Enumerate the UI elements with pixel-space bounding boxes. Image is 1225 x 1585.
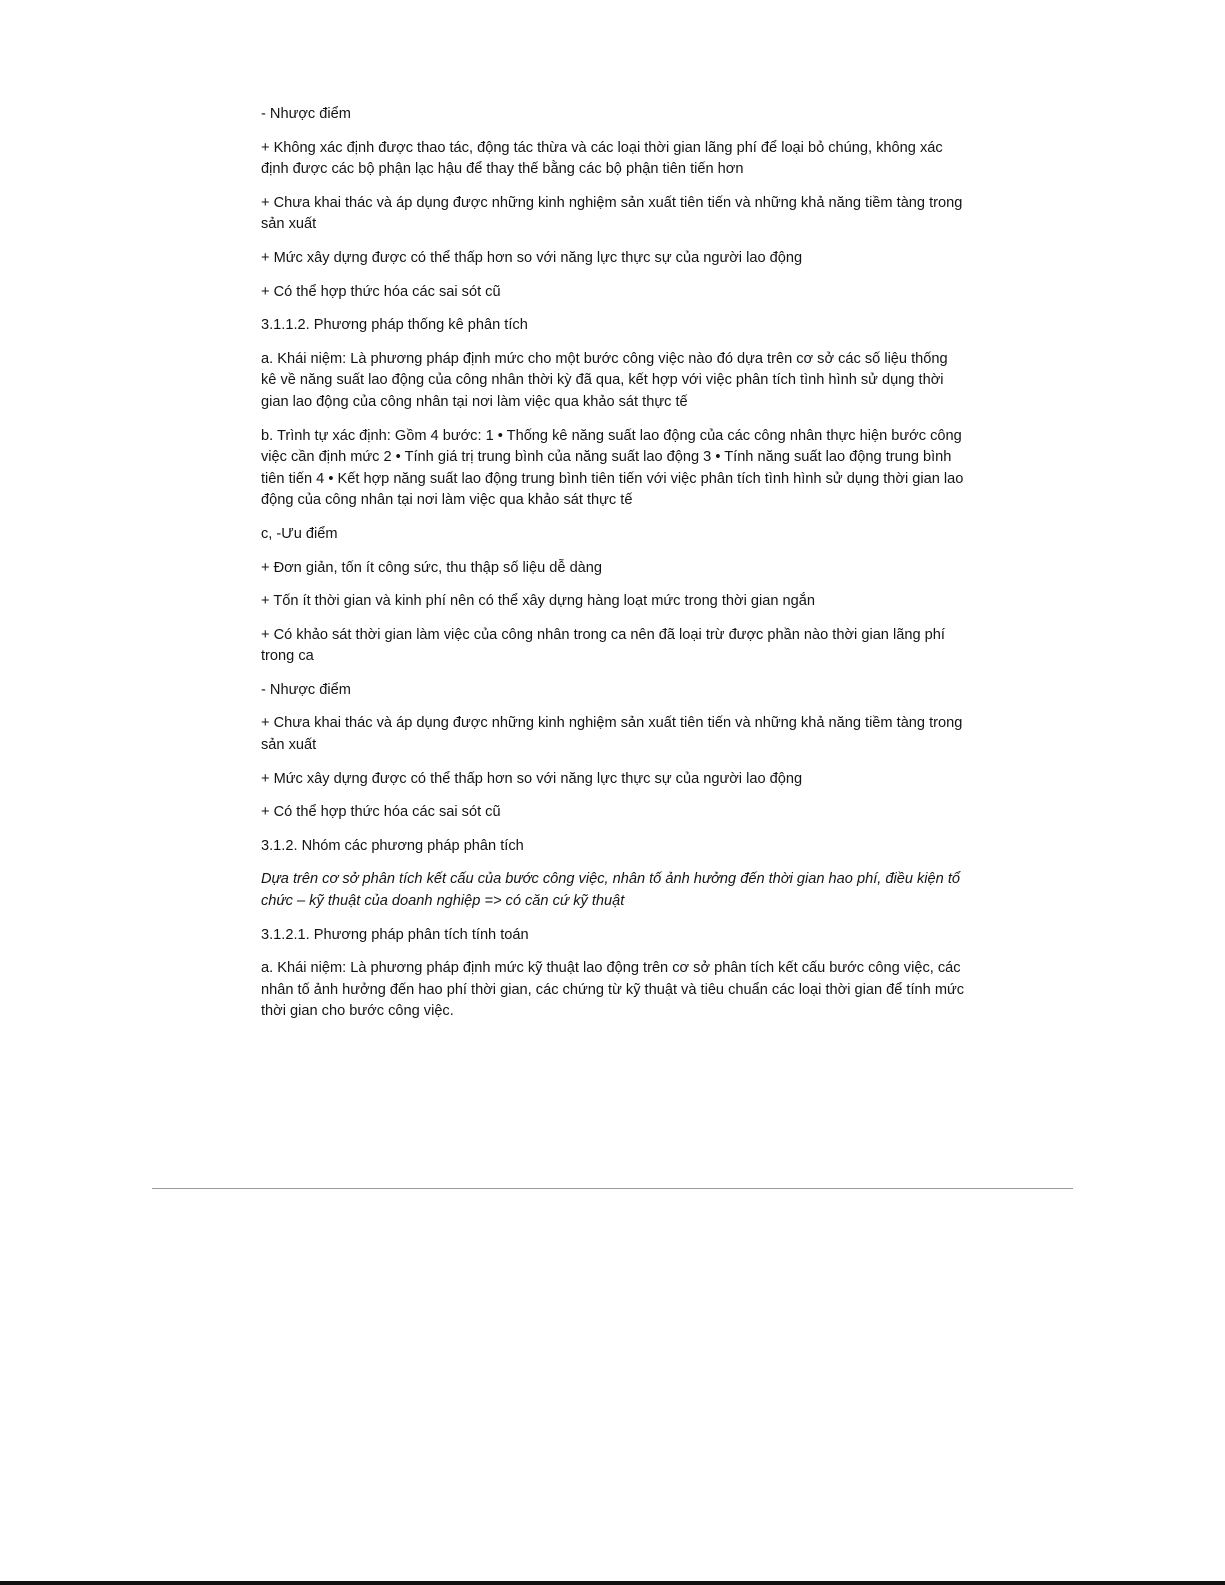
heading-disadvantages: - Nhược điểm — [261, 106, 351, 122]
heading-advantages: c, -Ưu điểm — [261, 525, 338, 542]
procedure-paragraph: b. Trình tự xác định: Gồm 4 bước: 1 • Thống kê năng suất lao động của các công nhân thực hiện bước công việc cần định mức 2 • Tính giá trị trung bình của năng suất lao động 3 • Tính năng suất lao động trung bình tiên tiến 4 • Kết hợp năng suất lao động trung bình tiên tiến với việc phân tích tình hình sử dụng thời gian lao động của công nhân tại nơi làm việc qua khảo sát thực tế — [261, 427, 964, 509]
bullet-paragraph: + Có thể hợp thức hóa các sai sót cũ — [261, 283, 501, 300]
document-body — [261, 104, 966, 1035]
section-heading-3-1-2: 3.1.2. Nhóm các phương pháp phân tích — [261, 837, 524, 854]
bullet-paragraph: + Tốn ít thời gian và kinh phí nên có thể xây dựng hàng loạt mức trong thời gian ngắn — [261, 593, 815, 610]
bullet-paragraph: + Có thể hợp thức hóa các sai sót cũ — [261, 804, 501, 821]
heading-disadvantages: - Nhược điểm — [261, 681, 351, 698]
concept-paragraph: a. Khái niệm: Là phương pháp định mức kỹ thuật lao động trên cơ sở phân tích kết cấu bước công việc, các nhân tố ảnh hưởng đến hao phí thời gian, các chứng từ kỹ thuật và tiêu chuẩn các loại thời gian để tính mức thời gian cho bước công việc. — [261, 960, 965, 1020]
italic-intro-paragraph: Dựa trên cơ sở phân tích kết cấu của bước công việc, nhân tố ảnh hưởng đến thời gian hao phí, điều kiện tổ chức – kỹ thuật của doanh nghiệp => có căn cứ kỹ thuật — [261, 871, 961, 910]
bullet-paragraph: + Mức xây dựng được có thể thấp hơn so với năng lực thực sự của người lao động — [261, 249, 803, 266]
bullet-paragraph: + Chưa khai thác và áp dụng được những kinh nghiệm sản xuất tiên tiến và những khả năng tiềm tàng trong sản xuất — [261, 715, 963, 754]
bullet-paragraph: + Có khảo sát thời gian làm việc của công nhân trong ca nên đã loại trừ được phần nào thời gian lãng phí trong ca — [261, 626, 945, 665]
bullet-paragraph: + Mức xây dựng được có thể thấp hơn so với năng lực thực sự của người lao động — [261, 770, 803, 787]
page-separator-line — [152, 1188, 1073, 1189]
concept-paragraph: a. Khái niệm: Là phương pháp định mức cho một bước công việc nào đó dựa trên cơ sở các số liệu thống kê về năng suất lao động của công nhân thời kỳ đã qua, kết hợp với việc phân tích tình hình sử dụng thời gian lao động của công nhân tại nơi làm việc qua khảo sát thực tế — [261, 350, 948, 410]
section-heading-3-1-1-2: 3.1.1.2. Phương pháp thống kê phân tích — [261, 317, 528, 334]
section-heading-3-1-2-1: 3.1.2.1. Phương pháp phân tích tính toán — [261, 926, 529, 943]
page-bottom-border — [0, 1581, 1225, 1585]
bullet-paragraph: + Không xác định được thao tác, động tác thừa và các loại thời gian lãng phí để loại bỏ chúng, không xác định được các bộ phận lạc hậu để thay thế bằng các bộ phận tiên tiến hơn — [261, 139, 943, 178]
bullet-paragraph: + Đơn giản, tốn ít công sức, thu thập số liệu dễ dàng — [261, 559, 603, 576]
bullet-paragraph: + Chưa khai thác và áp dụng được những kinh nghiệm sản xuất tiên tiến và những khả năng tiềm tàng trong sản xuất — [261, 194, 963, 233]
